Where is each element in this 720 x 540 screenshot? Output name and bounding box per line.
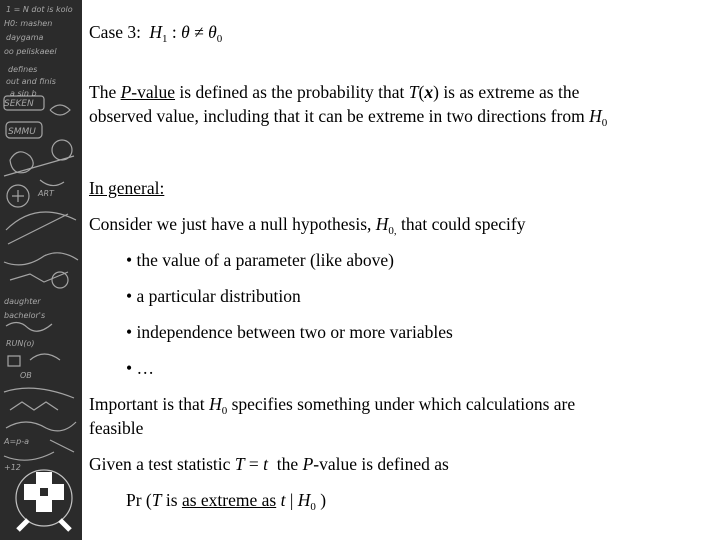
h0-subscript: 0 [310, 501, 316, 513]
h0-subscript: 0, [388, 225, 397, 237]
t-symbol: T [234, 454, 245, 474]
h0-subscript: 0 [221, 405, 228, 417]
equals-symbol: = [244, 454, 264, 474]
pvalue-formula [126, 488, 326, 515]
value-word: -value [131, 82, 176, 102]
doodle-text: daughter [4, 297, 41, 306]
text-fragment: The [89, 82, 121, 102]
doodle-text: SMMU [8, 127, 36, 137]
doodle-text: out and finis [6, 77, 56, 86]
test-statistic-line [89, 452, 449, 476]
doodle-text: oo peliskaeel [4, 47, 57, 56]
p-symbol: P [120, 82, 132, 102]
text-fragment: Pr ( [126, 490, 152, 510]
doodle-text: bachelor's [4, 311, 46, 320]
h0-symbol: H [589, 106, 602, 126]
bullet-item: • a particular distribution [126, 286, 301, 306]
p-symbol: P [302, 454, 314, 474]
doodle-text: 1 = N dot is kolo [6, 5, 73, 14]
text-fragment: ) [315, 490, 327, 510]
text-fragment: the [268, 454, 303, 474]
t-symbol: T [408, 82, 419, 102]
doodle-text: ART [38, 189, 54, 198]
in-general-heading: In general: [89, 178, 165, 198]
bullet-item: • … [126, 358, 155, 378]
case-line [89, 20, 222, 47]
pvalue-definition-line2 [89, 104, 607, 131]
text-fragment: -value is defined as [313, 454, 449, 474]
pvalue-definition-line1 [89, 80, 579, 104]
h0-subscript: 0 [601, 117, 608, 129]
x-symbol: x [424, 82, 434, 102]
t-symbol: T [151, 490, 162, 510]
doodle-text: RUN(o) [6, 339, 35, 348]
doodle-text: A=p-a [4, 437, 30, 446]
theta0-symbol: θ [208, 22, 217, 42]
consider-line [89, 212, 525, 239]
h0-symbol: H [297, 490, 311, 510]
theta-symbol: θ [181, 22, 190, 42]
doodle-text: +12 [4, 463, 21, 472]
text-fragment: observed value, including that it can be extreme in two directions from [89, 106, 590, 126]
doodle-text: H0: mashen [4, 19, 53, 28]
t-value-symbol: t [263, 454, 269, 474]
doodle-text: OB [20, 371, 32, 380]
h0-symbol: H [375, 214, 389, 234]
not-equal-symbol: ≠ [189, 22, 209, 42]
paren: ) [433, 82, 439, 102]
conditional-bar: | [285, 490, 298, 510]
hypothesis-subscript: 1 [162, 33, 168, 45]
case-prefix: Case 3: [89, 22, 142, 42]
theta0-subscript: 0 [216, 33, 223, 45]
h0-symbol: H [209, 394, 222, 414]
text-fragment: is [161, 490, 182, 510]
doodle-text: daygama [6, 33, 44, 42]
hypothesis-symbol: H [149, 22, 163, 42]
text-fragment: Important is that [89, 394, 210, 414]
important-line1 [89, 392, 575, 419]
t-value-symbol: t [280, 490, 286, 510]
colon: : [167, 22, 182, 42]
doodle-text: SEKEN [4, 99, 34, 109]
important-line2: feasible [89, 418, 144, 438]
doodle-text: a sin b [10, 89, 37, 98]
bullet-item: • independence between two or more variables [126, 322, 453, 342]
text-fragment: Given a test statistic [89, 454, 235, 474]
doodle-text: defines [8, 65, 38, 74]
as-extreme-as: as extreme as [181, 490, 277, 510]
bullet-item: • the value of a parameter (like above) [126, 250, 395, 270]
text-fragment: Consider we just have a null hypothesis, [89, 214, 376, 234]
text-fragment: is defined as the probability that [175, 82, 409, 102]
paren: ( [418, 82, 425, 102]
text-fragment: that could specify [396, 214, 526, 234]
text-fragment: specifies something under which calculations are [227, 394, 576, 414]
text-fragment: is as extreme as the [438, 82, 580, 102]
